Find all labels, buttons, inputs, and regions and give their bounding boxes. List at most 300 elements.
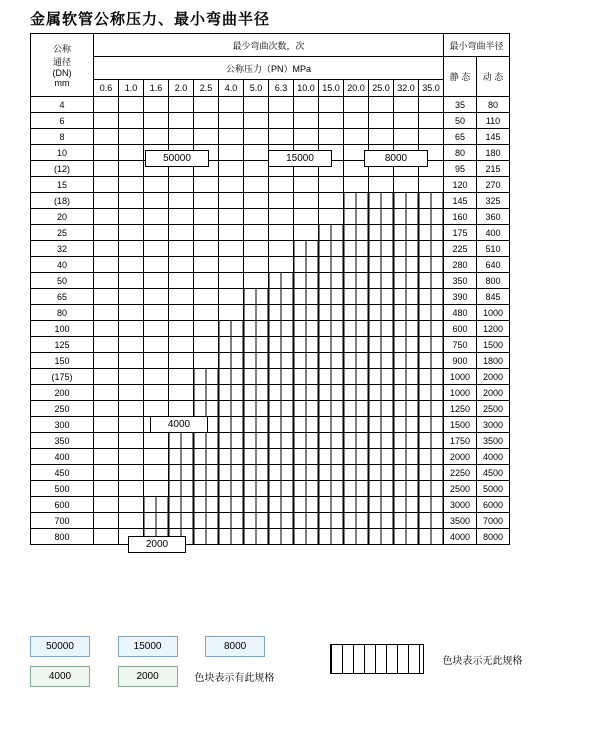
cell-static-radius: 4000 <box>444 529 477 545</box>
legend-swatch-15000: 15000 <box>118 636 178 657</box>
cell-pressure <box>319 257 344 273</box>
cell-pressure <box>244 465 269 481</box>
cell-pressure <box>319 337 344 353</box>
header-pressure: 1.6 <box>144 80 169 97</box>
cell-pressure <box>94 481 119 497</box>
cell-pressure <box>419 353 444 369</box>
cell-pressure <box>344 113 369 129</box>
cell-pressure <box>244 353 269 369</box>
cell-static-radius: 3000 <box>444 497 477 513</box>
header-pressure: 4.0 <box>219 80 244 97</box>
cell-pressure <box>119 449 144 465</box>
header-pressure: 10.0 <box>294 80 319 97</box>
cell-pressure <box>169 321 194 337</box>
cell-pressure <box>194 337 219 353</box>
cell-pressure <box>419 449 444 465</box>
cell-pressure <box>369 449 394 465</box>
cell-pressure <box>294 465 319 481</box>
header-pressure: 5.0 <box>244 80 269 97</box>
cell-pressure <box>344 257 369 273</box>
cell-pressure <box>169 193 194 209</box>
cell-dn: 40 <box>31 257 94 273</box>
cell-pressure <box>369 369 394 385</box>
cell-pressure <box>219 145 244 161</box>
cell-pressure <box>219 529 244 545</box>
overlay-label: 4000 <box>150 416 208 433</box>
cell-pressure <box>269 209 294 225</box>
table-row <box>31 257 510 273</box>
cell-dn: 32 <box>31 241 94 257</box>
cell-pressure <box>394 129 419 145</box>
cell-pressure <box>369 481 394 497</box>
cell-pressure <box>319 177 344 193</box>
cell-pressure <box>419 289 444 305</box>
cell-dn: 200 <box>31 385 94 401</box>
cell-pressure <box>144 241 169 257</box>
cell-dynamic-radius: 270 <box>477 177 510 193</box>
cell-pressure <box>244 417 269 433</box>
cell-pressure <box>369 337 394 353</box>
header-pressure: 1.0 <box>119 80 144 97</box>
cell-pressure <box>169 225 194 241</box>
cell-pressure <box>294 241 319 257</box>
cell-pressure <box>194 209 219 225</box>
cell-pressure <box>244 337 269 353</box>
cell-pressure <box>369 113 394 129</box>
cell-pressure <box>419 241 444 257</box>
cell-static-radius: 1000 <box>444 369 477 385</box>
cell-pressure <box>119 337 144 353</box>
cell-dn: 800 <box>31 529 94 545</box>
cell-pressure <box>294 193 319 209</box>
cell-pressure <box>244 305 269 321</box>
header-dn-line-4: mm <box>54 78 70 88</box>
cell-pressure <box>219 225 244 241</box>
table-row <box>31 497 510 513</box>
cell-pressure <box>319 97 344 113</box>
cell-pressure <box>419 177 444 193</box>
cell-pressure <box>344 289 369 305</box>
cell-pressure <box>319 273 344 289</box>
cell-pressure <box>344 529 369 545</box>
cell-pressure <box>269 225 294 241</box>
cell-pressure <box>269 497 294 513</box>
spec-table <box>30 33 510 545</box>
cell-pressure <box>294 321 319 337</box>
cell-pressure <box>169 241 194 257</box>
cell-pressure <box>144 465 169 481</box>
cell-pressure <box>219 401 244 417</box>
cell-pressure <box>144 209 169 225</box>
cell-pressure <box>244 209 269 225</box>
cell-pressure <box>344 385 369 401</box>
cell-pressure <box>119 481 144 497</box>
cell-static-radius: 1750 <box>444 433 477 449</box>
cell-pressure <box>244 433 269 449</box>
cell-static-radius: 350 <box>444 273 477 289</box>
cell-pressure <box>144 273 169 289</box>
table-head <box>31 34 510 97</box>
cell-pressure <box>319 193 344 209</box>
cell-pressure <box>169 513 194 529</box>
cell-pressure <box>244 257 269 273</box>
cell-pressure <box>269 337 294 353</box>
cell-pressure <box>94 289 119 305</box>
cell-pressure <box>219 97 244 113</box>
cell-pressure <box>194 321 219 337</box>
cell-pressure <box>419 225 444 241</box>
cell-pressure <box>294 417 319 433</box>
header-pressure: 32.0 <box>394 80 419 97</box>
cell-dn: 250 <box>31 401 94 417</box>
cell-pressure <box>369 129 394 145</box>
cell-pressure <box>94 369 119 385</box>
cell-pressure <box>319 209 344 225</box>
cell-static-radius: 480 <box>444 305 477 321</box>
cell-pressure <box>394 209 419 225</box>
cell-pressure <box>194 513 219 529</box>
cell-pressure <box>244 481 269 497</box>
cell-pressure <box>269 241 294 257</box>
cell-pressure <box>119 113 144 129</box>
cell-dynamic-radius: 8000 <box>477 529 510 545</box>
cell-pressure <box>344 177 369 193</box>
table-row <box>31 353 510 369</box>
header-pn: 公称压力（PN）MPa <box>94 57 444 80</box>
cell-pressure <box>369 529 394 545</box>
cell-pressure <box>269 97 294 113</box>
cell-dynamic-radius: 110 <box>477 113 510 129</box>
cell-pressure <box>244 321 269 337</box>
cell-pressure <box>119 417 144 433</box>
cell-pressure <box>369 97 394 113</box>
cell-pressure <box>144 497 169 513</box>
cell-pressure <box>419 465 444 481</box>
cell-pressure <box>294 385 319 401</box>
cell-pressure <box>419 321 444 337</box>
cell-pressure <box>119 273 144 289</box>
cell-pressure <box>394 321 419 337</box>
cell-pressure <box>369 225 394 241</box>
header-static: 静 态 <box>444 57 477 97</box>
cell-pressure <box>319 241 344 257</box>
cell-pressure <box>94 337 119 353</box>
cell-pressure <box>219 289 244 305</box>
cell-pressure <box>119 321 144 337</box>
cell-pressure <box>369 353 394 369</box>
cell-pressure <box>394 353 419 369</box>
cell-pressure <box>244 97 269 113</box>
table-row <box>31 177 510 193</box>
cell-pressure <box>144 353 169 369</box>
cell-pressure <box>94 273 119 289</box>
cell-pressure <box>94 97 119 113</box>
cell-pressure <box>194 289 219 305</box>
cell-pressure <box>244 401 269 417</box>
cell-pressure <box>269 513 294 529</box>
cell-pressure <box>344 513 369 529</box>
cell-pressure <box>294 305 319 321</box>
cell-dynamic-radius: 3000 <box>477 417 510 433</box>
cell-pressure <box>394 433 419 449</box>
cell-pressure <box>344 417 369 433</box>
cell-dn: 450 <box>31 465 94 481</box>
cell-pressure <box>344 497 369 513</box>
header-pressure: 2.0 <box>169 80 194 97</box>
cell-pressure <box>394 337 419 353</box>
cell-pressure <box>194 257 219 273</box>
cell-pressure <box>219 177 244 193</box>
cell-pressure <box>244 529 269 545</box>
cell-pressure <box>219 465 244 481</box>
cell-dn: (12) <box>31 161 94 177</box>
cell-static-radius: 2000 <box>444 449 477 465</box>
cell-pressure <box>169 113 194 129</box>
cell-pressure <box>219 257 244 273</box>
cell-pressure <box>94 193 119 209</box>
cell-pressure <box>344 369 369 385</box>
header-dynamic: 动 态 <box>477 57 510 97</box>
cell-pressure <box>294 497 319 513</box>
table-row <box>31 337 510 353</box>
cell-dn: 15 <box>31 177 94 193</box>
cell-pressure <box>244 497 269 513</box>
cell-dn: 80 <box>31 305 94 321</box>
cell-pressure <box>169 385 194 401</box>
cell-pressure <box>394 529 419 545</box>
cell-pressure <box>169 337 194 353</box>
hatch-swatch-icon <box>330 644 424 674</box>
cell-pressure <box>394 497 419 513</box>
table-row <box>31 385 510 401</box>
cell-pressure <box>419 97 444 113</box>
cell-pressure <box>94 113 119 129</box>
cell-pressure <box>194 241 219 257</box>
cell-pressure <box>394 177 419 193</box>
cell-pressure <box>144 401 169 417</box>
cell-static-radius: 600 <box>444 321 477 337</box>
cell-pressure <box>144 289 169 305</box>
cell-pressure <box>269 481 294 497</box>
cell-pressure <box>119 257 144 273</box>
cell-pressure <box>294 353 319 369</box>
cell-dynamic-radius: 6000 <box>477 497 510 513</box>
header-pressure: 6.3 <box>269 80 294 97</box>
cell-pressure <box>344 465 369 481</box>
cell-dn: 150 <box>31 353 94 369</box>
cell-pressure <box>219 321 244 337</box>
cell-pressure <box>294 273 319 289</box>
cell-pressure <box>194 113 219 129</box>
cell-static-radius: 900 <box>444 353 477 369</box>
cell-dn: 600 <box>31 497 94 513</box>
table-row <box>31 273 510 289</box>
overlay-label: 50000 <box>145 150 209 167</box>
cell-pressure <box>144 257 169 273</box>
cell-pressure <box>319 481 344 497</box>
cell-pressure <box>194 481 219 497</box>
cell-pressure <box>394 385 419 401</box>
cell-pressure <box>419 385 444 401</box>
cell-pressure <box>244 145 269 161</box>
cell-pressure <box>219 369 244 385</box>
cell-pressure <box>394 241 419 257</box>
cell-dynamic-radius: 1200 <box>477 321 510 337</box>
cell-pressure <box>269 465 294 481</box>
cell-static-radius: 3500 <box>444 513 477 529</box>
cell-dynamic-radius: 325 <box>477 193 510 209</box>
cell-pressure <box>194 129 219 145</box>
cell-pressure <box>369 241 394 257</box>
cell-pressure <box>119 161 144 177</box>
cell-pressure <box>169 257 194 273</box>
legend-swatch-8000: 8000 <box>205 636 265 657</box>
cell-pressure <box>144 321 169 337</box>
cell-pressure <box>144 385 169 401</box>
cell-pressure <box>394 513 419 529</box>
cell-pressure <box>419 529 444 545</box>
overlay-label: 2000 <box>128 536 186 553</box>
cell-dn: 100 <box>31 321 94 337</box>
cell-pressure <box>194 465 219 481</box>
cell-pressure <box>394 289 419 305</box>
cell-pressure <box>394 193 419 209</box>
cell-pressure <box>94 353 119 369</box>
cell-pressure <box>319 289 344 305</box>
cell-pressure <box>419 337 444 353</box>
cell-pressure <box>94 305 119 321</box>
cell-dynamic-radius: 80 <box>477 97 510 113</box>
cell-static-radius: 2250 <box>444 465 477 481</box>
cell-pressure <box>194 449 219 465</box>
cell-pressure <box>394 481 419 497</box>
cell-pressure <box>194 225 219 241</box>
cell-pressure <box>144 513 169 529</box>
cell-pressure <box>219 209 244 225</box>
cell-pressure <box>394 449 419 465</box>
cell-pressure <box>269 257 294 273</box>
cell-pressure <box>319 113 344 129</box>
cell-pressure <box>419 481 444 497</box>
cell-pressure <box>219 353 244 369</box>
cell-dynamic-radius: 7000 <box>477 513 510 529</box>
cell-pressure <box>144 97 169 113</box>
cell-pressure <box>294 113 319 129</box>
legend-swatch-50000: 50000 <box>30 636 90 657</box>
cell-pressure <box>369 385 394 401</box>
cell-pressure <box>144 305 169 321</box>
cell-pressure <box>419 497 444 513</box>
cell-dn: 700 <box>31 513 94 529</box>
cell-pressure <box>219 305 244 321</box>
cell-pressure <box>369 209 394 225</box>
cell-dynamic-radius: 640 <box>477 257 510 273</box>
cell-pressure <box>319 513 344 529</box>
cell-pressure <box>344 433 369 449</box>
cell-static-radius: 120 <box>444 177 477 193</box>
cell-pressure <box>269 401 294 417</box>
page-title: 金属软管公称压力、最小弯曲半径 <box>30 10 271 28</box>
cell-pressure <box>294 209 319 225</box>
cell-pressure <box>244 177 269 193</box>
cell-dynamic-radius: 4500 <box>477 465 510 481</box>
overlay-label: 8000 <box>364 150 428 167</box>
cell-pressure <box>119 209 144 225</box>
cell-pressure <box>169 465 194 481</box>
cell-pressure <box>419 401 444 417</box>
cell-static-radius: 1000 <box>444 385 477 401</box>
cell-pressure <box>244 513 269 529</box>
cell-pressure <box>369 273 394 289</box>
cell-pressure <box>169 433 194 449</box>
cell-pressure <box>169 481 194 497</box>
header-min-radius: 最小弯曲半径 <box>444 34 510 57</box>
table-row <box>31 113 510 129</box>
cell-static-radius: 1500 <box>444 417 477 433</box>
cell-dn: 25 <box>31 225 94 241</box>
cell-pressure <box>119 241 144 257</box>
cell-pressure <box>419 257 444 273</box>
cell-pressure <box>319 401 344 417</box>
cell-pressure <box>119 225 144 241</box>
cell-dynamic-radius: 215 <box>477 161 510 177</box>
cell-pressure <box>394 97 419 113</box>
cell-pressure <box>319 529 344 545</box>
legend-hatch-note: 色块表示无此规格 <box>442 655 523 667</box>
cell-dn: 50 <box>31 273 94 289</box>
cell-pressure <box>244 273 269 289</box>
cell-pressure <box>269 193 294 209</box>
cell-static-radius: 50 <box>444 113 477 129</box>
cell-pressure <box>144 369 169 385</box>
cell-pressure <box>269 129 294 145</box>
cell-pressure <box>344 273 369 289</box>
cell-pressure <box>419 129 444 145</box>
cell-pressure <box>194 273 219 289</box>
table-row <box>31 241 510 257</box>
cell-pressure <box>119 369 144 385</box>
cell-dn: 20 <box>31 209 94 225</box>
cell-pressure <box>94 145 119 161</box>
cell-pressure <box>94 257 119 273</box>
cell-pressure <box>244 225 269 241</box>
table-row <box>31 433 510 449</box>
cell-dn: 300 <box>31 417 94 433</box>
cell-pressure <box>219 129 244 145</box>
cell-pressure <box>244 241 269 257</box>
cell-static-radius: 2500 <box>444 481 477 497</box>
cell-dynamic-radius: 2500 <box>477 401 510 417</box>
cell-static-radius: 65 <box>444 129 477 145</box>
cell-pressure <box>344 337 369 353</box>
cell-pressure <box>344 353 369 369</box>
legend-green-note: 色块表示有此规格 <box>194 673 275 684</box>
cell-pressure <box>294 529 319 545</box>
cell-pressure <box>194 433 219 449</box>
cell-pressure <box>344 97 369 113</box>
cell-pressure <box>119 401 144 417</box>
cell-pressure <box>94 401 119 417</box>
cell-pressure <box>94 209 119 225</box>
cell-pressure <box>244 385 269 401</box>
cell-pressure <box>194 369 219 385</box>
cell-pressure <box>394 305 419 321</box>
cell-pressure <box>219 385 244 401</box>
cell-pressure <box>169 401 194 417</box>
cell-pressure <box>269 433 294 449</box>
cell-pressure <box>419 209 444 225</box>
cell-dynamic-radius: 845 <box>477 289 510 305</box>
